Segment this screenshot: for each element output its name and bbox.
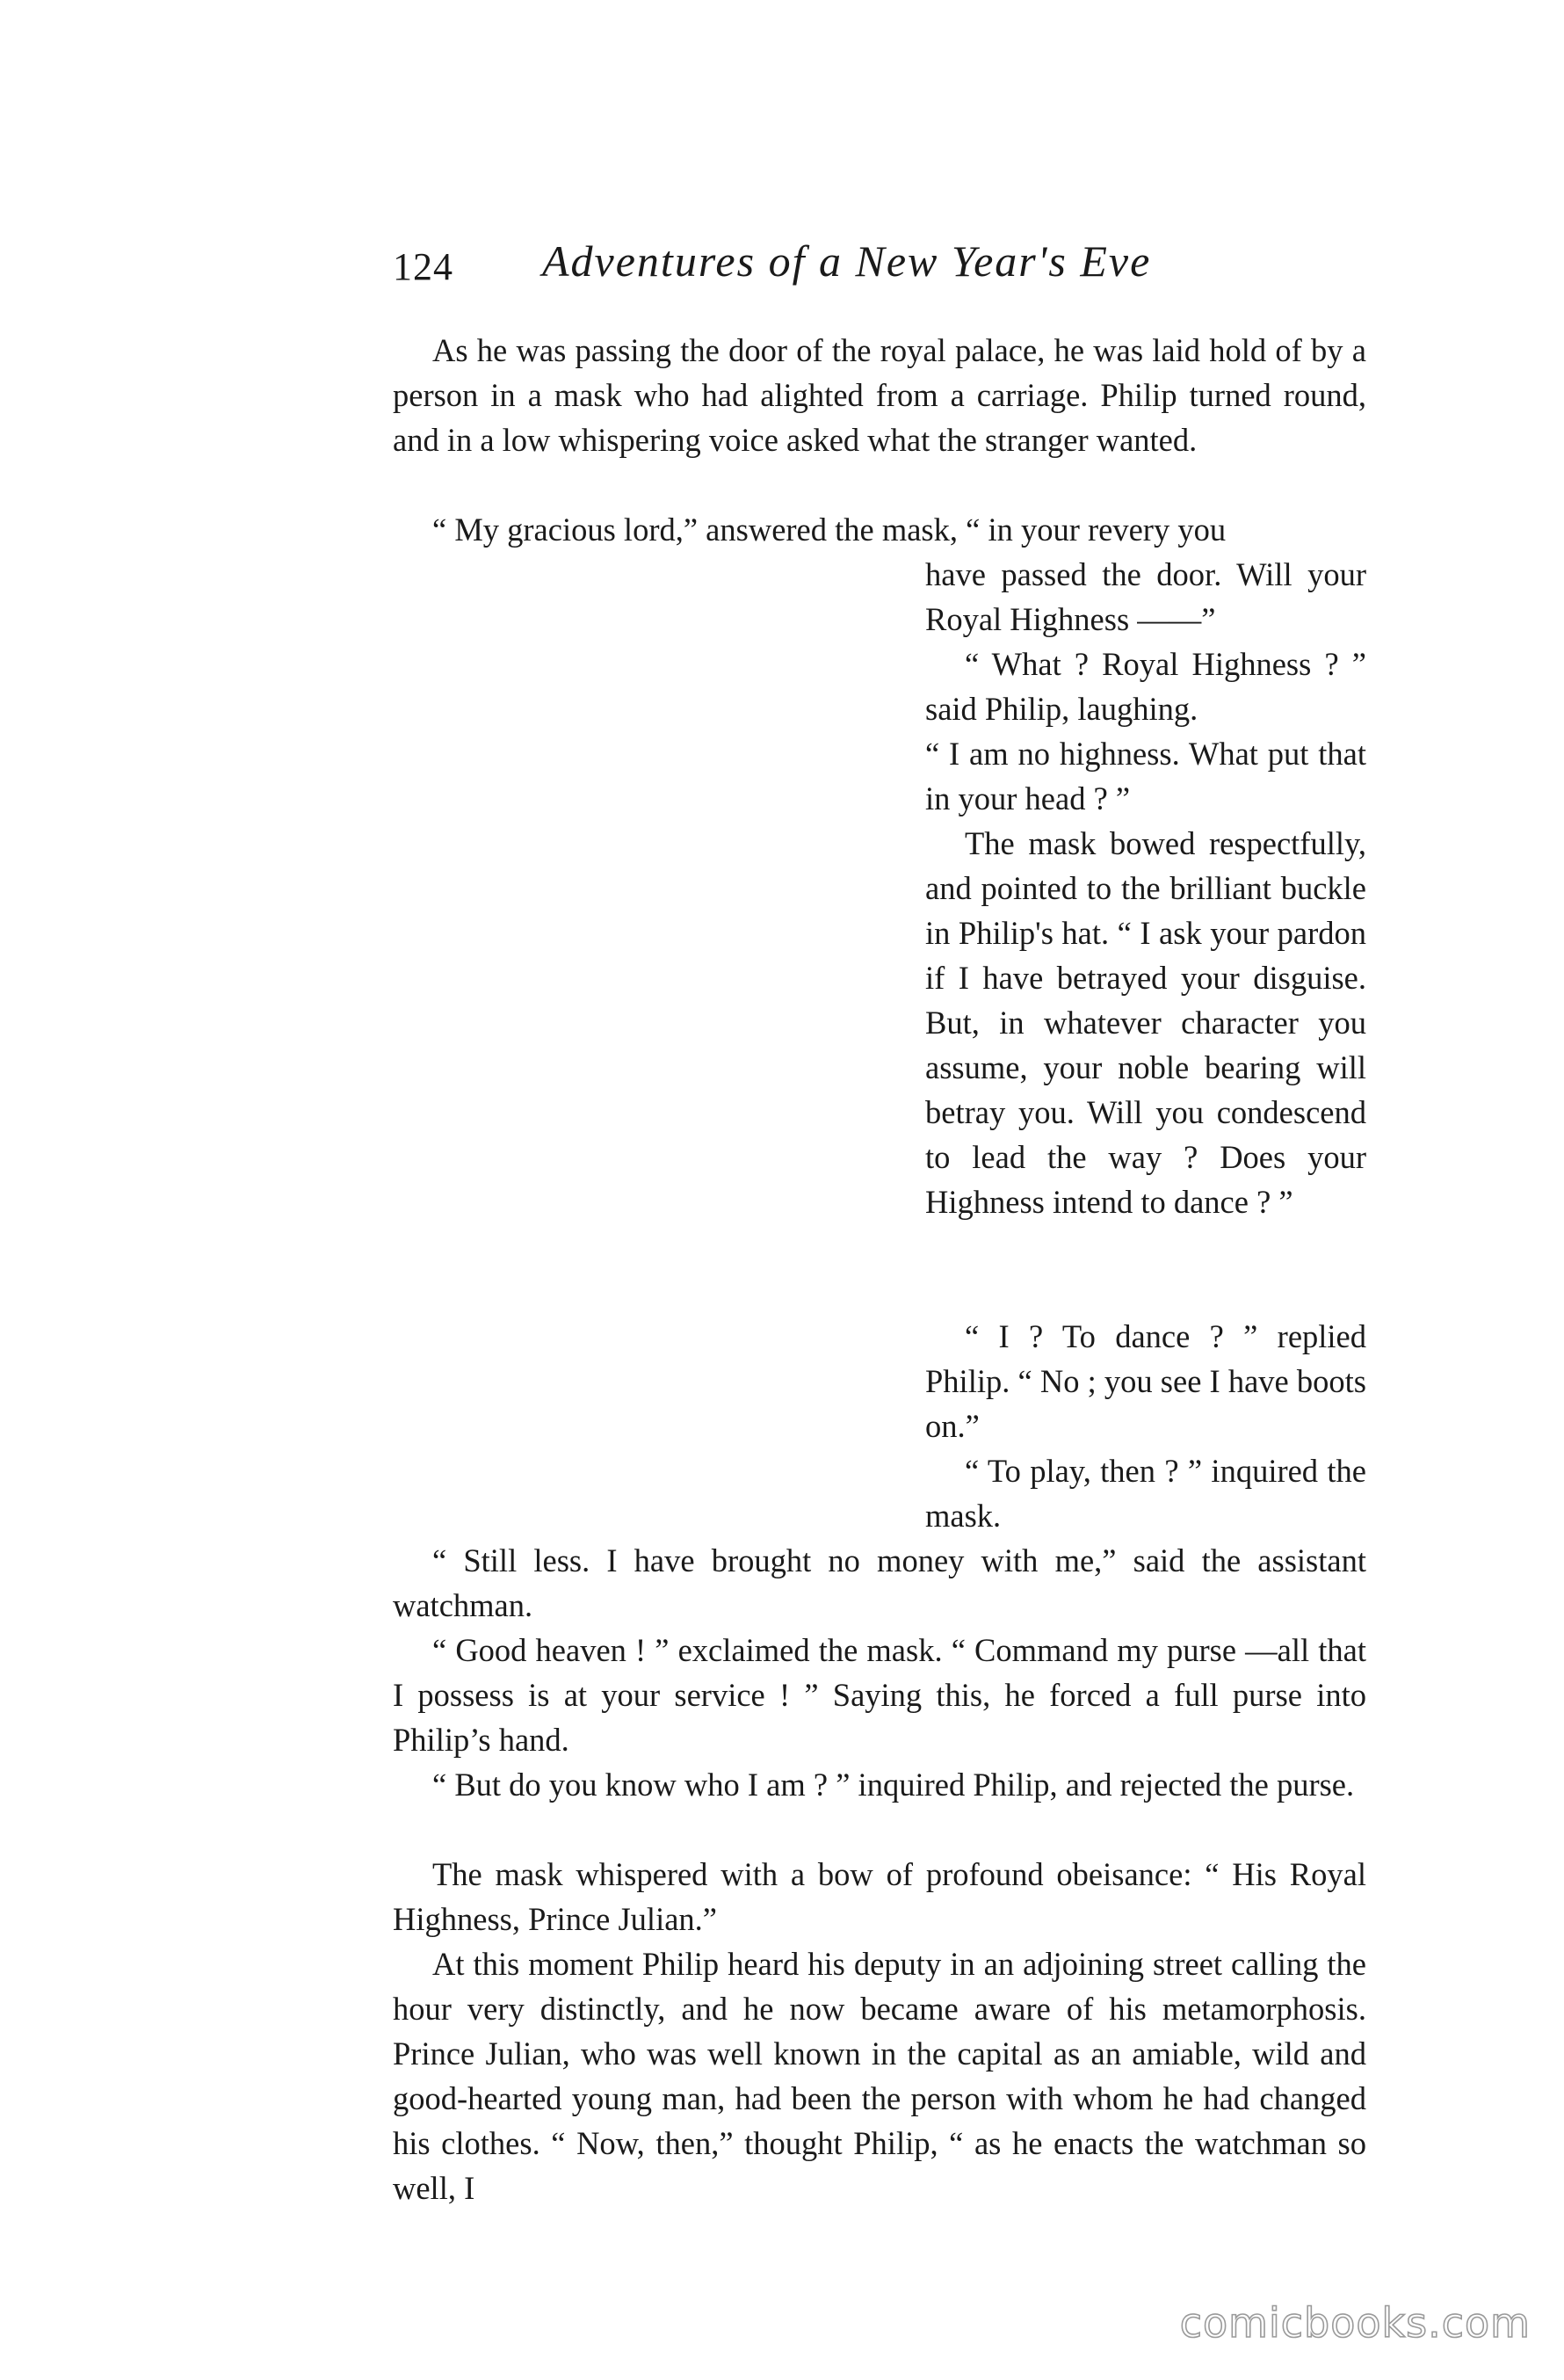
paragraph-1: As he was passing the door of the royal palace, he was laid hold of by a person in a mask who had alighted from a carriage. Philip turned round, and in a low whispering voice asked what the stranger wanted.	[393, 332, 1366, 458]
paragraph-6: The mask bowed respectfully, and pointed to the brilliant buckle in Philip's hat. “ I ask your pardon if I have betrayed your disguise. But, in whatever character you assume, your noble bearing will betray you. Will you condescend to lead the way ? Does your Highness intend to dance ? ”	[925, 825, 1366, 1220]
watermark: comicbooks.com	[1179, 2299, 1531, 2347]
paragraph-7: “ I ? To dance ? ” replied Philip. “ No ; you see I have boots on.”	[925, 1318, 1366, 1444]
paragraph-4: “ What ? Royal Highness ? ” said Philip, laughing.	[925, 646, 1366, 727]
paragraph-5: “ I am no highness. What put that in your head ? ”	[925, 736, 1366, 816]
paragraph-3: have passed the door. Will your Royal Highness ——”	[925, 556, 1366, 637]
paragraph-9: “ Still less. I have brought no money with me,” said the assistant watchman.	[393, 1542, 1366, 1623]
paragraph-11: “ But do you know who I am ? ” inquired Philip, and rejected the purse.	[432, 1767, 1355, 1803]
paragraph-13: At this moment Philip heard his deputy in an adjoining street calling the hour very distinctly, and he now became aware of his metamorphosis. Prince Julian, who was well known in the capital as an amiable, wild and good-hearted young man, had been the person with whom he had changed his clothes. “ Now, then,” thought Philip, “ as he enacts the watchman so well, I	[393, 1946, 1366, 2206]
paragraph-10: “ Good heaven ! ” exclaimed the mask. “ Command my purse —all that I possess is at your service ! ” Saying this, he forced a full purse into Philip’s hand.	[393, 1632, 1366, 1758]
paragraph-12: The mask whispered with a bow of profound obeisance: “ His Royal Highness, Prince Julian.”	[393, 1856, 1366, 1937]
paragraph-2: “ My gracious lord,” answered the mask, “ in your revery you	[432, 512, 1227, 548]
page-number: 124	[393, 245, 453, 288]
page-header	[393, 236, 1368, 297]
running-title: Adventures of a New Year's Eve	[542, 236, 1152, 286]
paragraph-8: “ To play, then ? ” inquired the mask.	[925, 1453, 1366, 1534]
